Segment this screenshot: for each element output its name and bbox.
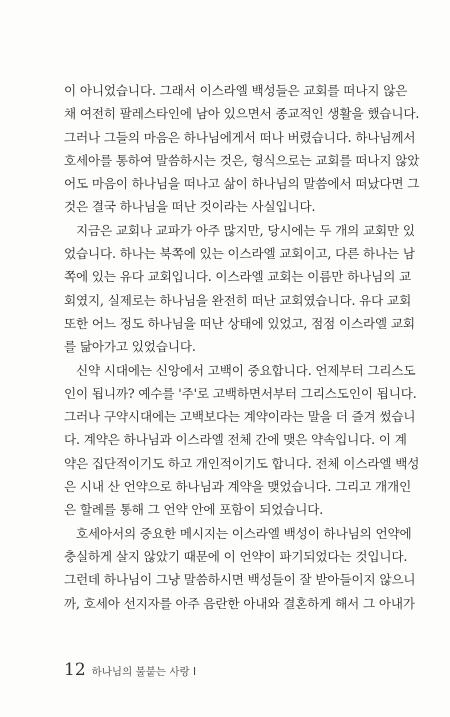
text-line: 것은 결국 하나님을 떠난 것이라는 사실입니다. <box>64 199 316 215</box>
text-line: 호세아서의 중요한 메시지는 이스라엘 백성이 하나님의 언약에 <box>76 525 412 541</box>
text-line: 지금은 교회나 교파가 아주 많지만, 당시에는 두 개의 교회만 있 <box>76 222 415 238</box>
text-line: 그런데 하나님이 그냥 말씀하시면 백성들이 잘 받아들이지 않으니 <box>64 572 416 588</box>
text-line: 호세아를 통하여 말씀하시는 것은, 형식으로는 교회를 떠나지 않았 <box>64 152 420 168</box>
text-line: 은 할례를 통해 그 언약 안에 포함이 되었습니다. <box>64 502 324 518</box>
text-line: 회였지, 실제로는 하나님을 완전히 떠난 교회였습니다. 유다 교회 <box>64 292 412 308</box>
text-line: 를 닮아가고 있었습니다. <box>64 339 196 355</box>
text-line: 까, 호세아 선지자를 아주 음란한 아내와 결혼하게 해서 그 아내가 <box>64 595 415 611</box>
text-line: 그러나 구약시대에는 고백보다는 계약이라는 말을 더 즐겨 썼습니 <box>64 409 416 425</box>
text-line: 채 여전히 팔레스타인에 남아 있으면서 종교적인 생활을 했습니다. <box>64 106 420 122</box>
text-line: 약은 집단적이기도 하고 개인적이기도 합니다. 전체 이스라엘 백성 <box>64 455 420 471</box>
page-footer <box>64 660 196 680</box>
body-text <box>64 79 420 615</box>
running-title: 하나님의 불붙는 사랑 I <box>91 666 197 678</box>
text-line: 충실하게 살지 않았기 때문에 이 언약이 파기되었다는 것입니다. <box>64 548 408 564</box>
text-line: 은 시내 산 언약으로 하나님과 계약을 맺었습니다. 그리고 개개인 <box>64 479 412 495</box>
text-line: 어도 마음이 하나님을 떠나고 삶이 하나님의 말씀에서 떠났다면 그 <box>64 176 420 192</box>
text-line: 이 아니었습니다. 그래서 이스라엘 백성들은 교회를 떠나지 않은 <box>64 83 408 98</box>
text-line: 인이 됩니까? 예수를 '주'로 고백하면서부터 그리스도인이 됩니다. <box>64 385 417 401</box>
text-line: 다. 계약은 하나님과 이스라엘 전체 간에 맺은 약속입니다. 이 계 <box>64 432 407 448</box>
text-line: 신약 시대에는 신앙에서 고백이 중요합니다. 언제부터 그리스도 <box>76 362 416 378</box>
text-line: 었습니다. 하나는 북쪽에 있는 이스라엘 교회이고, 다른 하나는 남 <box>64 246 415 262</box>
text-line: 쪽에 있는 유다 교회입니다. 이스라엘 교회는 이름만 하나님의 교 <box>64 269 412 285</box>
text-line: 또한 어느 정도 하나님을 떠난 상태에 있었고, 점점 이스라엘 교회 <box>64 315 415 331</box>
text-line: 그러나 그들의 마음은 하나님에게서 떠나 버렸습니다. 하나님께서 <box>64 129 416 145</box>
page-number: 12 <box>64 660 86 680</box>
